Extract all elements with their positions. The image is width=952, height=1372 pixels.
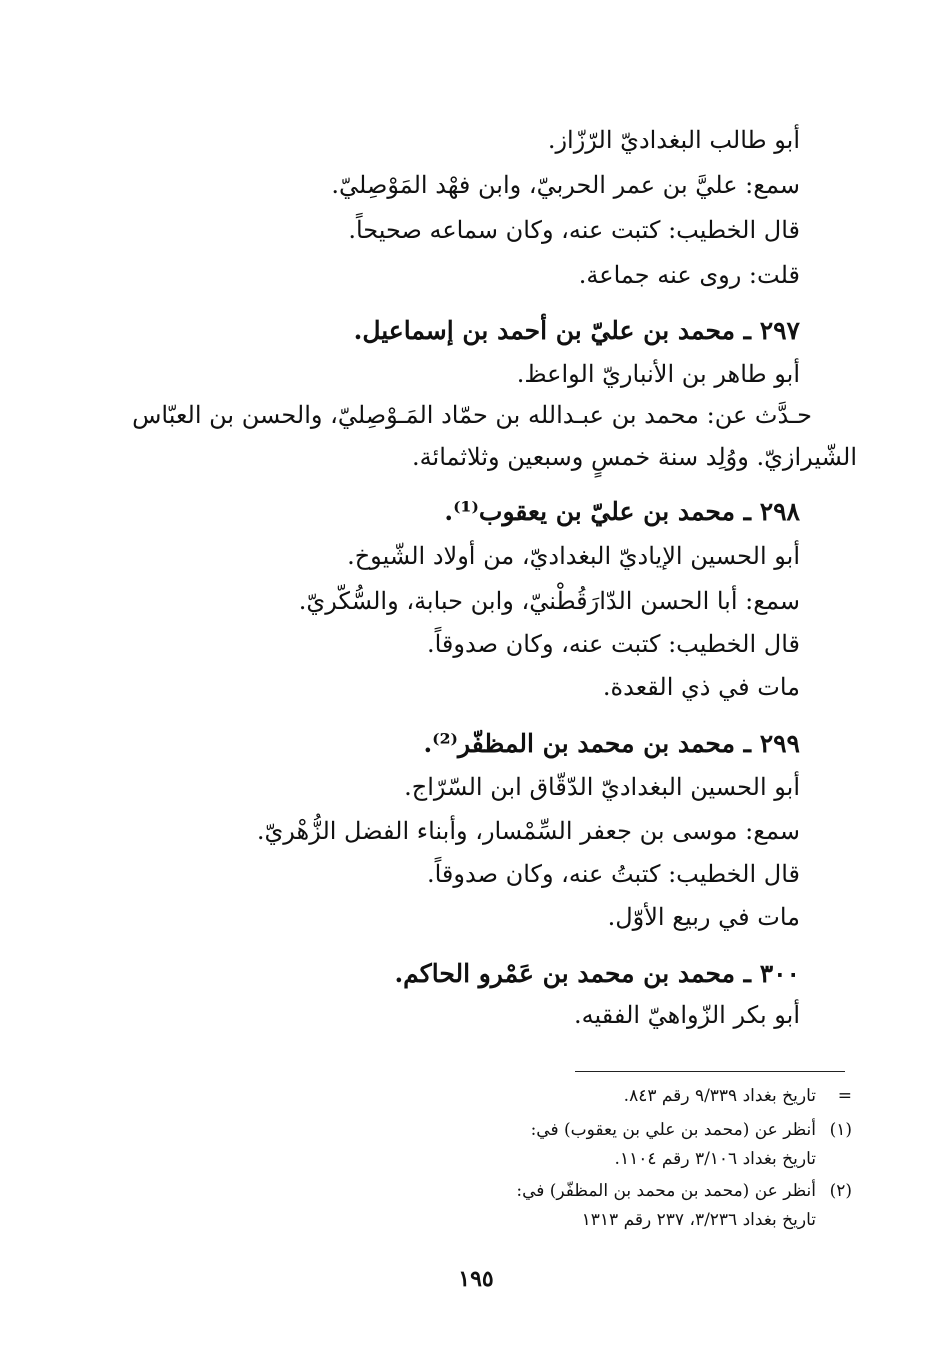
entry-heading-298: ٢٩٨ ـ محمد بن عليّ بن يعقوب⁽¹⁾.: [444, 497, 800, 526]
footnote-mark: (١): [829, 1120, 852, 1140]
page-number: ١٩٥: [458, 1266, 494, 1292]
entry-299-line: مات في ربيع الأوّل.: [607, 903, 800, 931]
footnote-2: [200, 1178, 852, 1204]
body-line: قلت: روى عنه جماعة.: [578, 261, 800, 289]
footnote-text: أنظر عن (محمد بن محمد بن المظفّر) في:: [516, 1181, 816, 1201]
body-line: قال الخطيب: كتبت عنه، وكان سماعه صحيحاً.: [348, 216, 800, 244]
entry-298-line: قال الخطيب: كتبت عنه، وكان صدوقاً.: [426, 630, 800, 658]
footnote-text: تاريخ بغداد ٩/٣٣٩ رقم ٨٤٣.: [623, 1086, 816, 1106]
entry-heading-297: ٢٩٧ ـ محمد بن عليّ بن أحمد بن إسماعيل.: [353, 316, 800, 345]
footnote-1-line-2: تاريخ بغداد ٣/١٠٦ رقم ١١٠٤.: [614, 1149, 816, 1169]
entry-299-line: سمع: موسى بن جعفر السِّمْسار، وأبناء الفضل الزُّهْريّ.: [256, 817, 800, 845]
footnote-text: أنظر عن (محمد بن علي بن يعقوب) في:: [530, 1120, 816, 1140]
body-line: سمع: عليَّ بن عمر الحربيّ، وابن فهْد المَوْصِليّ.: [331, 171, 800, 199]
footnote-2-line-2: تاريخ بغداد ٣/٢٣٦، ٢٣٧ رقم ١٣١٣: [581, 1210, 816, 1230]
footnote-continuation: [200, 1083, 852, 1109]
entry-299-line: أبو الحسين البغداديّ الدّقّاق ابن السّرّاج.: [404, 773, 800, 801]
body-line: أبو طالب البغداديّ الرّزّاز.: [547, 126, 800, 154]
entry-298-line: مات في ذي القعدة.: [602, 673, 800, 701]
entry-298-line: أبو الحسين الإياديّ البغداديّ، من أولاد الشّيوخ.: [347, 542, 800, 570]
entry-297-line: حـدَّث عن: محمد بن عبـدالله بن حمّاد المَـوْصِليّ، والحسن بن العبّاس: [132, 401, 812, 429]
footnote-mark: (٢): [829, 1181, 852, 1201]
entry-297-line: الشّيرازيّ. ووُلِد سنة خمسٍ وسبعين وثلاثمائة.: [412, 443, 857, 471]
entry-heading-299: ٢٩٩ ـ محمد بن محمد بن المظفّر⁽²⁾.: [423, 729, 800, 758]
entry-298-line: سمع: أبا الحسن الدّارَقُطْنيّ، وابن حبابة، والسُّكّريّ.: [298, 587, 800, 615]
footnote-mark: =: [837, 1086, 852, 1106]
footnote-divider: [575, 1071, 845, 1072]
footnote-1: [200, 1117, 852, 1143]
entry-297-line: أبو طاهر بن الأنباريّ الواعظ.: [516, 360, 800, 388]
entry-heading-300: ٣٠٠ ـ محمد بن محمد بن عَمْرو الحاكم.: [394, 959, 800, 988]
entry-300-line: أبو بكر الزّواهيّ الفقيه.: [574, 1001, 800, 1029]
entry-299-line: قال الخطيب: كتبتُ عنه، وكان صدوقاً.: [426, 860, 800, 888]
